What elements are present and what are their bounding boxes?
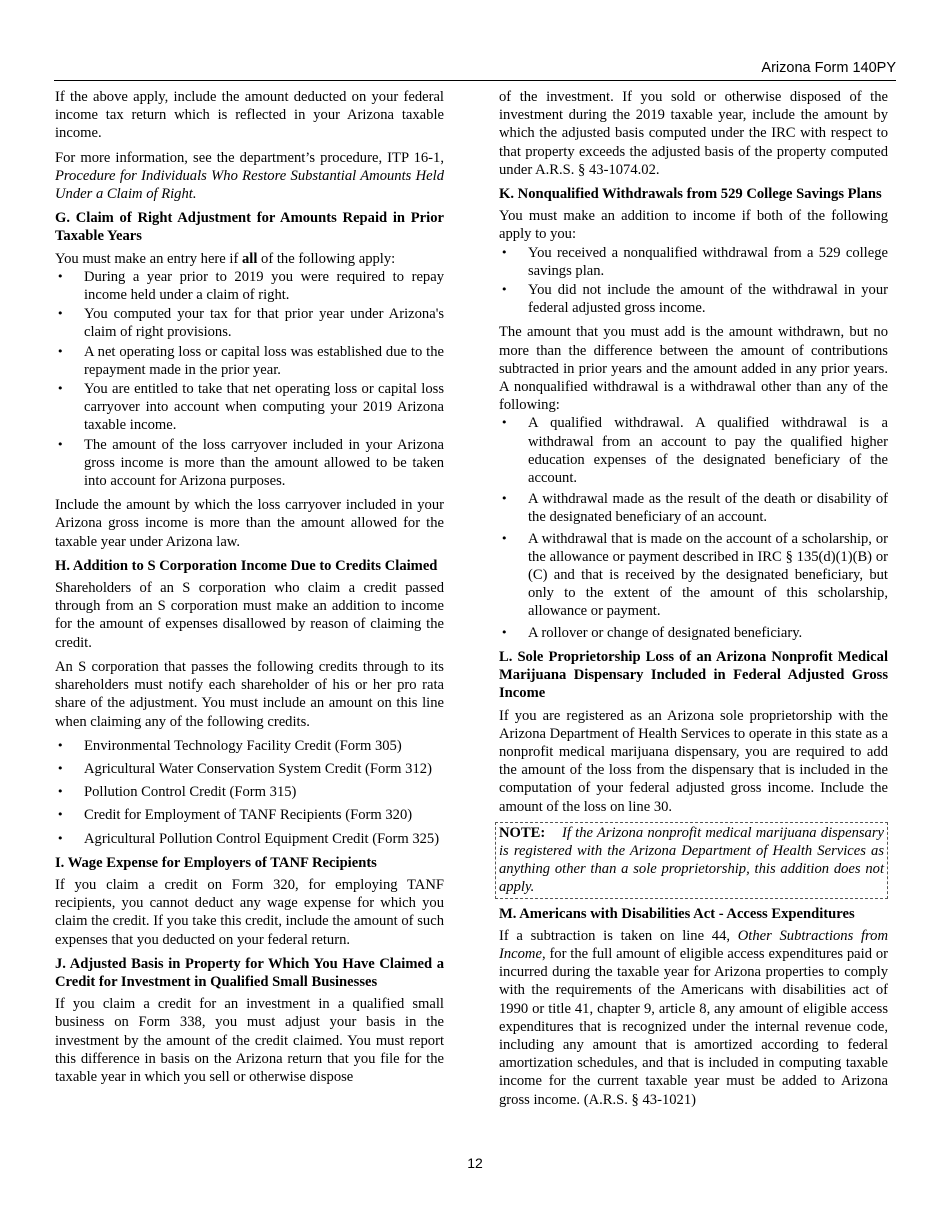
section-g-intro: You must make an entry here if all of the following apply: [55,250,396,267]
list-item: • You are entitled to take that net operating loss or capital loss carryover into account when computing your 2019 Arizona taxable income. [55,380,444,435]
section-m-paragraph: If a subtraction is taken on line 44, Other Subtractions from Income, for the full amount of eligible access expenditures paid or incurred during the taxable year for Arizona properties to comply with the requirements of the Americans with disabilities act of 1990 or title 41, chapter 9, article 8, any amount of eligible access expenditures that is recognized under the internal revenue code, including any amount that is amortized according to federal amortization schedules, and that is included in computing taxable income for the current taxable year must be added to Arizona gross income. (A.R.S. § 43-1021) [499,927,888,1108]
section-h-credit-list [55,737,444,848]
section-k-withdrawal-list [499,414,888,641]
itp-reference-title: Procedure for Individuals Who Restore Substantial Amounts Held Under a Claim of Right. [55,167,444,203]
section-j-continued: of the investment. If you sold or otherwise disposed of the investment during the 2019 taxable year, include the amount by which the adjusted basis computed under the IRC with respect to that property exceeds the adjusted basis of the property computed under A.R.S. § 43-1074.02. [499,89,888,178]
left-column [55,88,444,1092]
section-l-heading: L. Sole Proprietorship Loss of an Arizona Nonprofit Medical Marijuana Dispensary Included in Federal Adjusted Gross Income [499,648,888,702]
note-box [495,822,888,899]
section-i-heading: I. Wage Expense for Employers of TANF Recipients [55,854,377,871]
list-item: • Agricultural Water Conservation System Credit (Form 312) [55,760,444,778]
section-h-paragraph-1: Shareholders of an S corporation who claim a credit passed through from an S corporation must make an addition to income for the amount of expenses disallowed by reason of claiming the credit. [55,580,444,651]
itp-reference-text: For more information, see the department’s procedure, ITP 16-1, [55,149,444,166]
right-column [499,88,888,1115]
form-title: Arizona Form 140PY [761,60,896,76]
intro-paragraph: If the above apply, include the amount deducted on your federal income tax return which is reflected in your Arizona taxable income. [55,89,444,142]
list-item: • A rollover or change of designated beneficiary. [499,624,888,642]
page-header [54,58,896,81]
itp-reference-paragraph [55,149,444,204]
section-l-paragraph: If you are registered as an Arizona sole proprietorship with the Arizona Department of Health Services to operate in this state as a nonprofit medical marijuana dispensary, you are required to add the amount of the loss from the dispensary that is included in the computation of your federal adjusted gross income. Include the amount of the loss on line 30. [499,707,888,815]
section-m-heading: M. Americans with Disabilities Act - Access Expenditures [499,905,855,922]
section-g-list [55,268,444,490]
list-item: • A withdrawal that is made on the account of a scholarship, or the allowance or payment described in IRC § 135(d)(1)(B) or (C) and that is received by the designated beneficiary, but only to the extent of the amount of this scholarship, allowance or payment. [499,530,888,621]
section-i-paragraph: If you claim a credit on Form 320, for employing TANF recipients, you cannot deduct any wage expense for which you claim the credit. If you take this credit, include the amount of such expenses that you deducted on your federal return. [55,876,444,948]
list-item: • A withdrawal made as the result of the death or disability of the designated beneficiary of an account. [499,490,888,526]
section-k-heading: K. Nonqualified Withdrawals from 529 College Savings Plans [499,186,882,203]
section-h-heading: H. Addition to S Corporation Income Due to Credits Claimed [55,557,438,574]
section-g-closing: Include the amount by which the loss carryover included in your Arizona gross income is more than the amount allowed for the taxable year under Arizona law. [55,497,444,550]
section-h-paragraph-2: An S corporation that passes the following credits through to its shareholders must notify each shareholder of his or her pro rata share of the adjustment. You must include an amount on this line when claiming any of the following credits. [55,658,444,730]
list-item: • Agricultural Pollution Control Equipment Credit (Form 325) [55,830,444,848]
section-g-heading: G. Claim of Right Adjustment for Amounts Repaid in Prior Taxable Years [55,210,444,245]
note-label: NOTE: [499,824,546,841]
section-k-paragraph-2: The amount that you must add is the amount withdrawn, but no more than the difference between the amount of contributions subtracted in prior years and the amount added in any prior years. A nonqualified withdrawal is a withdrawal other than any of the following: [499,324,888,414]
list-item: • A qualified withdrawal. A qualified withdrawal is a withdrawal from an account to pay the qualified higher education expenses of the designated beneficiary of the account. [499,414,888,487]
list-item: • The amount of the loss carryover included in your Arizona gross income is more than the amount allowed to be taken into account for Arizona purposes. [55,436,444,491]
section-j-paragraph: If you claim a credit for an investment in a qualified small business on Form 338, you must adjust your basis in the investment by the amount of the credit claimed. You must report this difference in basis on the Arizona return that you file for the taxable year in which you sell or otherwise dispose [55,996,444,1085]
note-text: If the Arizona nonprofit medical marijuana dispensary is registered with the Arizona Department of Health Services as anything other than a sole proprietorship, this addition does not apply. [499,824,885,896]
list-item: • Credit for Employment of TANF Recipients (Form 320) [55,806,444,824]
list-item: • Pollution Control Credit (Form 315) [55,783,444,801]
section-k-list [499,244,888,318]
list-item: • During a year prior to 2019 you were required to repay income held under a claim of right. [55,268,444,304]
list-item: • You received a nonqualified withdrawal from a 529 college savings plan. [499,244,888,280]
list-item: • You computed your tax for that prior year under Arizona's claim of right provisions. [55,305,444,341]
list-item: • You did not include the amount of the withdrawal in your federal adjusted gross income. [499,281,888,317]
section-j-heading: J. Adjusted Basis in Property for Which You Have Claimed a Credit for Investment in Qualified Small Businesses [55,955,444,990]
section-k-intro: You must make an addition to income if both of the following apply to you: [499,208,888,243]
list-item: • A net operating loss or capital loss was established due to the repayment made in the prior year. [55,343,444,379]
page-number: 12 [467,1155,483,1171]
list-item: • Environmental Technology Facility Credit (Form 305) [55,737,444,755]
